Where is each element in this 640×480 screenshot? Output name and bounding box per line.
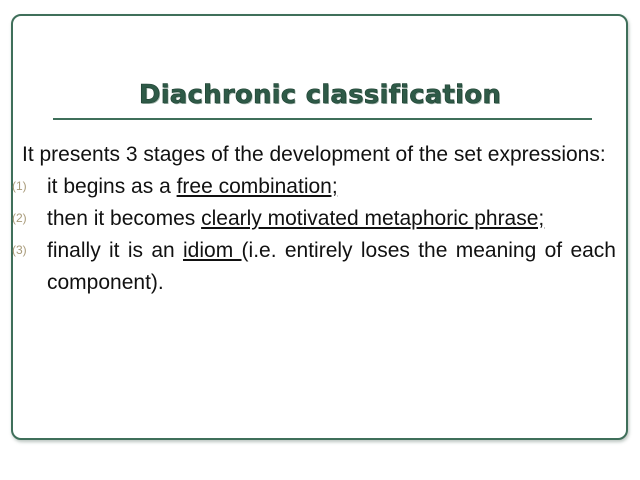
list-item-3-underlined: idiom <box>183 238 242 262</box>
list-marker-2: (2) <box>12 210 27 225</box>
list-item-1 <box>12 171 616 203</box>
title-underline-rule <box>53 118 592 120</box>
slide-body <box>12 139 616 299</box>
slide-title: Diachronic classification <box>138 80 502 110</box>
list-item-3 <box>12 235 616 299</box>
list-item-1-underlined: free combination; <box>176 174 338 198</box>
list-item-3-text: finally it is an <box>47 238 184 262</box>
intro-paragraph: It presents 3 stages of the development of the set expressions: <box>22 143 606 166</box>
list-item-3-tail: (i.e. entirely loses the meaning of each component). <box>47 238 616 294</box>
list-marker-1: (1) <box>12 178 27 193</box>
list-item-2-text: then it becomes <box>47 206 202 230</box>
list-item-2-underlined: clearly motivated metaphoric phrase; <box>201 206 545 230</box>
list-item-2 <box>12 203 616 235</box>
list-item-1-text: it begins as a <box>47 174 177 198</box>
list-marker-3: (3) <box>12 242 27 257</box>
